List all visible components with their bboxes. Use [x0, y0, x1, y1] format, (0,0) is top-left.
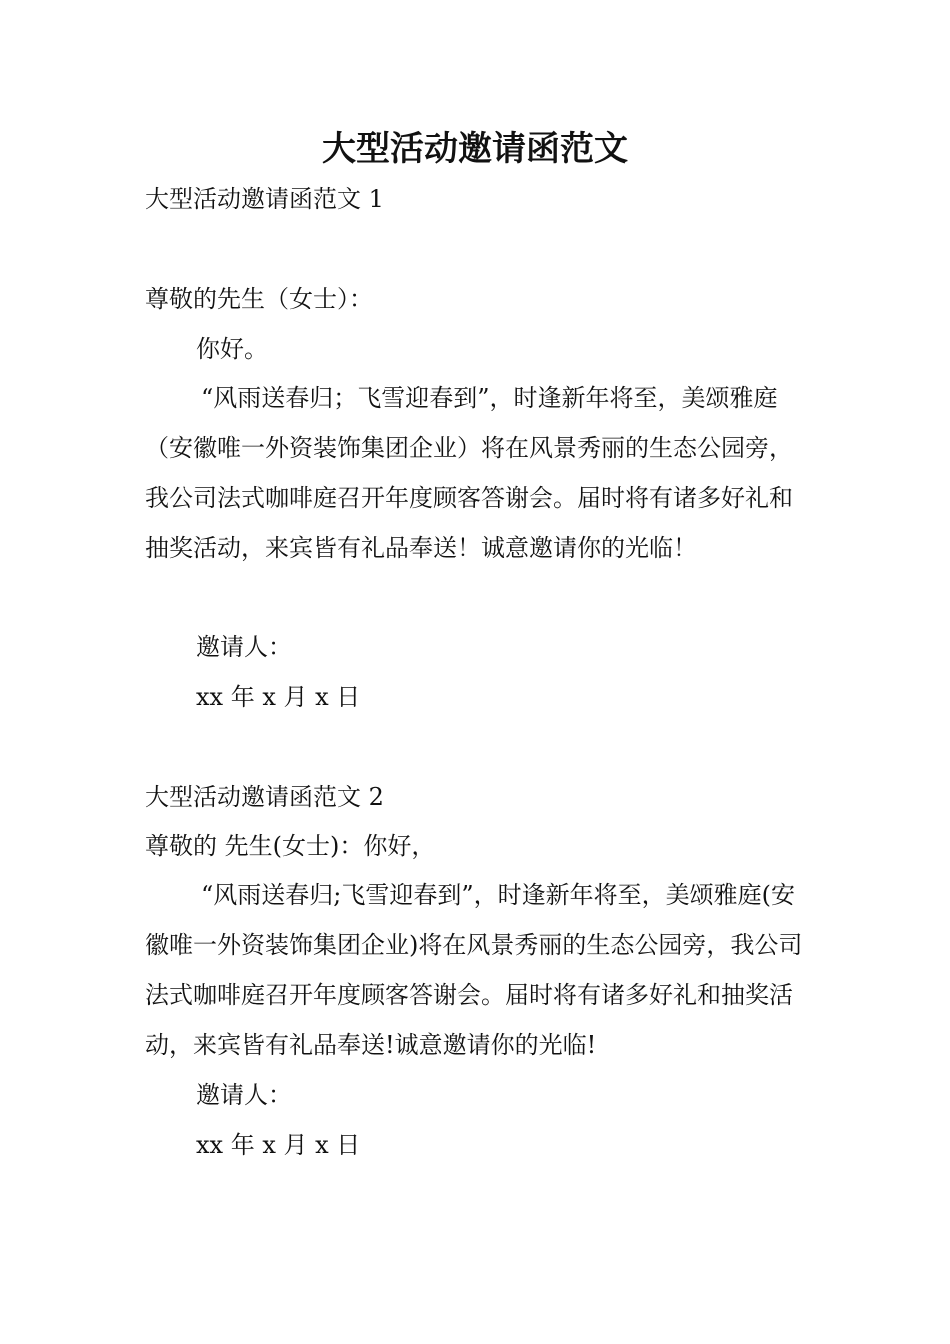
- document-title: 大型活动邀请函范文: [322, 129, 628, 169]
- section-1-date: xx 年 x 月 x 日: [196, 683, 361, 711]
- section-1-body: “风雨送春归；飞雪迎春到”，时逢新年将至，美颂雅庭（安徽唯一外资装饰集团企业）将在风景秀丽的生态公园旁，我公司法式咖啡庭召开年度顾客答谢会。届时将有诸多好礼和抽奖活动，来宾皆有礼品奉送！诚意邀请你的光临！: [145, 384, 793, 562]
- section-1-salutation: 尊敬的先生（女士）：: [145, 285, 373, 313]
- section-1-heading: 大型活动邀请函范文 1: [145, 185, 384, 213]
- section-2-heading: 大型活动邀请函范文 2: [145, 783, 384, 811]
- section-1-inviter: 邀请人：: [196, 633, 292, 661]
- section-1-greeting: 你好。: [196, 335, 268, 363]
- section-2-inviter: 邀请人：: [196, 1081, 292, 1109]
- section-2-body: “风雨送春归;飞雪迎春到”，时逢新年将至，美颂雅庭(安徽唯一外资装饰集团企业)将在风景秀丽的生态公园旁，我公司法式咖啡庭召开年度顾客答谢会。届时将有诸多好礼和抽奖活动，来宾皆有礼品奉送!诚意邀请你的光临!: [145, 881, 803, 1059]
- section-2-salutation: 尊敬的 先生(女士)：你好，: [145, 832, 436, 860]
- section-2-date: xx 年 x 月 x 日: [196, 1131, 361, 1159]
